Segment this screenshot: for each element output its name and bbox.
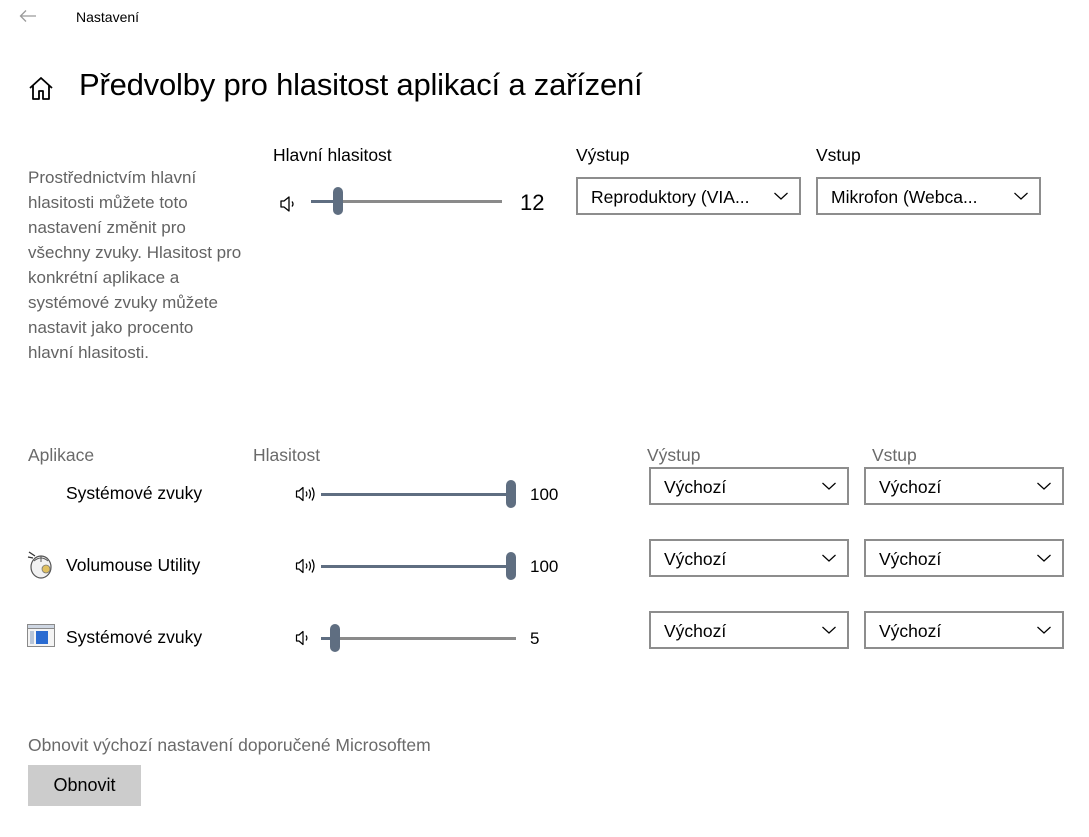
app-volume-value: 100 [530, 557, 559, 576]
app-output-value: Výchozí [664, 477, 727, 497]
chevron-down-icon [773, 189, 789, 203]
master-input-dropdown[interactable] [816, 177, 1041, 215]
app-volume-thumb[interactable] [506, 480, 516, 508]
app-input-dropdown[interactable] [864, 467, 1064, 505]
master-output-label: Výstup [576, 145, 630, 165]
app-input-value: Výchozí [879, 549, 942, 569]
app-volume-slider[interactable] [321, 565, 511, 568]
reset-description: Obnovit výchozí nastavení doporučené Microsoftem [28, 735, 431, 755]
system-sounds-icon [27, 624, 55, 648]
description-text: Prostřednictvím hlavní hlasitosti můžete toto nastavení změnit pro všechny zvuky. Hlasitost pro konkrétní aplikace a systémové zvuky můžete nastavit jako procento hlavní hlasitosti. [28, 168, 242, 362]
column-header-app: Aplikace [28, 445, 95, 465]
column-header-output: Výstup [647, 445, 701, 465]
home-icon[interactable] [28, 75, 54, 101]
app-output-value: Výchozí [664, 549, 727, 569]
master-input-label: Vstup [816, 145, 861, 165]
chevron-down-icon [1013, 189, 1029, 203]
app-volume-slider[interactable] [321, 637, 516, 640]
chevron-down-icon [1036, 479, 1052, 493]
speaker-high-icon[interactable] [295, 557, 317, 575]
app-input-value: Výchozí [879, 477, 942, 497]
speaker-low-icon[interactable] [295, 629, 317, 647]
speaker-high-icon[interactable] [295, 485, 317, 503]
chevron-down-icon [821, 551, 837, 565]
master-output-value: Reproduktory (VIA... [591, 187, 750, 207]
title-bar [0, 0, 1089, 34]
app-input-dropdown[interactable] [864, 611, 1064, 649]
window-title: Nastavení [76, 9, 140, 25]
master-volume-thumb[interactable] [333, 187, 343, 215]
master-volume-value: 12 [520, 190, 545, 215]
app-volume-value: 5 [530, 629, 540, 648]
page-title: Předvolby pro hlasitost aplikací a zařízení [79, 67, 643, 102]
reset-button[interactable]: Obnovit [28, 765, 141, 806]
app-volume-thumb[interactable] [330, 624, 340, 652]
column-header-input: Vstup [872, 445, 917, 465]
chevron-down-icon [821, 479, 837, 493]
app-output-dropdown[interactable] [649, 467, 849, 505]
app-name: Systémové zvuky [66, 627, 203, 647]
app-input-dropdown[interactable] [864, 539, 1064, 577]
chevron-down-icon [821, 623, 837, 637]
app-output-value: Výchozí [664, 621, 727, 641]
app-volume-thumb[interactable] [506, 552, 516, 580]
app-input-value: Výchozí [879, 621, 942, 641]
chevron-down-icon [1036, 551, 1052, 565]
speaker-icon[interactable] [279, 194, 299, 214]
app-output-dropdown[interactable] [649, 539, 849, 577]
app-name: Volumouse Utility [66, 555, 201, 575]
chevron-down-icon [1036, 623, 1052, 637]
app-volume-value: 100 [530, 485, 559, 504]
master-input-value: Mikrofon (Webca... [831, 187, 978, 207]
app-output-dropdown[interactable] [649, 611, 849, 649]
app-name: Systémové zvuky [66, 483, 203, 503]
volumouse-app-icon [25, 548, 57, 580]
arrow-left-icon [19, 9, 37, 23]
master-volume-label: Hlavní hlasitost [273, 145, 392, 165]
master-output-dropdown[interactable] [576, 177, 801, 215]
column-header-volume: Hlasitost [253, 445, 321, 465]
back-button[interactable] [14, 4, 42, 28]
app-volume-slider[interactable] [321, 493, 511, 496]
